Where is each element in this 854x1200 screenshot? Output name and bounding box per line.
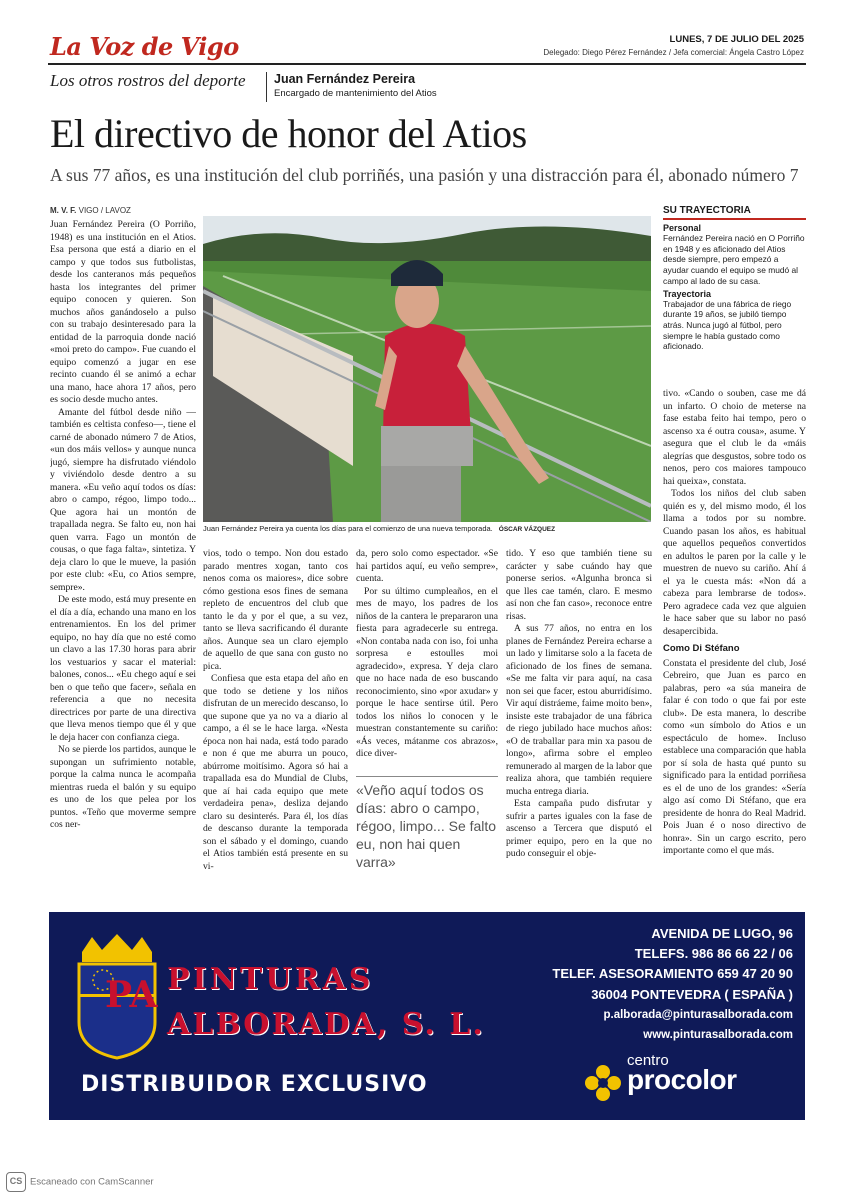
ad-phone2: TELEF. ASESORAMIENTO 659 47 20 90 xyxy=(552,966,793,981)
paragraph: A sus 77 años, no entra en los planes de Fernández Pereira echarse a un lado y limitarse solo a la faceta de aficionado de los fines de semana. «Se me falta vir para aquí, na casa non sei que facer, estou aburridísimo. Vir aquí distráeme, faime moito ben», insiste este trabajador de una fábrica de riego jubilado hace muchos años: «O de traballar para min xa pasou de longo», afirma sobre el empleo remunerado al margen de la labor que realiza ahora, que también requiere mucha entrega diaria. xyxy=(506,623,652,797)
byline-place: VIGO / LAVOZ xyxy=(78,206,131,215)
ad-procolor: procolor xyxy=(627,1064,737,1095)
paragraph: tido. Y eso que también tiene su carácter y sabe cuándo hay que ponerse serios. «Algunha bronca si que lles cae tamén, claro. E mesmo así non che fan caso», reconoce entre risas. xyxy=(506,548,652,622)
ad-tagline: DISTRIBUIDOR EXCLUSIVO xyxy=(81,1072,428,1097)
article-photo xyxy=(203,216,651,522)
headline: El directivo de honor del Atios xyxy=(50,111,527,156)
ad-brand-line1: PINTURAS xyxy=(167,962,374,997)
subsection-title: Como Di Stéfano xyxy=(663,643,740,654)
person-role: Encargado de mantenimiento del Atios xyxy=(274,88,437,99)
scanner-watermark xyxy=(6,1172,154,1192)
paragraph: Todos los niños del club saben quién es y, del mismo modo, él los llama a todos por su nombre. Cuando pasan los años, es habitual que aquellos pequeños convertidos en adultos le paren por la calle y le muestren de nuevo su cariño. Ahí á el ya le cuesta más: «Non dá a cabeza para lembrarse de todos». Pero agradece cada vez que alguien le hace saber que su labor no pasó desapercibida. xyxy=(663,488,806,637)
article-column-3 xyxy=(356,548,498,770)
ad-brand-line2: ALBORADA, S. L. xyxy=(167,1007,485,1042)
ad-centro: centro xyxy=(627,1052,669,1069)
scanner-text: Escaneado con CamScanner xyxy=(30,1176,154,1188)
article-column-2 xyxy=(203,548,348,883)
subheadline: A sus 77 años, es una institución del club porriñés, una pasión y una distracción para él, abonado número 7 xyxy=(50,165,799,185)
paragraph: tivo. «Cando o souben, case me dá un infarto. O choio de meterse na fase estaba feito hai tempo, pero o ascenso xa é outra cousa», asume. Y asegura que el club le da «máis alegrías que desgustos, sobre todo os nenos, pero cos maiores tampouco hai queixa», constata. xyxy=(663,388,806,487)
paragraph: Esta campaña pudo disfrutar y sufrir a partes iguales con la fase de ascenso a Tercera que disputó el primer equipo, pero en la que no pudo conseguir el obje- xyxy=(506,798,652,859)
advertisement[interactable] xyxy=(49,912,805,1120)
ad-address: AVENIDA DE LUGO, 96 xyxy=(651,926,793,941)
pull-quote: «Veño aquí todos os días: abro o campo, régoo, limpo... Se falto eu, non hai quen varra» xyxy=(356,776,498,871)
person-name: Juan Fernández Pereira xyxy=(274,72,416,86)
byline xyxy=(50,206,131,215)
caption-text: Juan Fernández Pereira ya cuenta los días para el comienzo de una nueva temporada. xyxy=(203,524,493,533)
ad-monogram: PA xyxy=(105,974,158,1016)
paragraph: De este modo, está muy presente en el día a día, echando una mano en los entrenamientos. En los del primer equipo, no hay día que no esté como un clavo a las 17.30 horas para abrir los vestuarios y sacar el material: balones, conos... «Eu chego aquí e sei ben o que teño que facer», señala en referencia a que no necesita directrices por parte de una directiva que lleva menos tiempo que él y que le deja hacer con confianza ciega. xyxy=(50,594,196,743)
flower-logo-icon xyxy=(584,1064,622,1102)
ad-phone: TELEFS. 986 86 66 22 / 06 xyxy=(634,946,793,961)
sidebar-box xyxy=(663,205,806,352)
paragraph: da, pero solo como espectador. «Se hai partidos aquí, eu veño sempre», cuenta. xyxy=(356,548,498,584)
sidebar-heading: Trayectoria xyxy=(663,288,712,299)
camscanner-icon: CS xyxy=(6,1172,26,1192)
paragraph: Juan Fernández Pereira (O Porriño, 1948) es una institución en el Atios. Esa persona que está a diario en el campo y que todos sus futbolistas, desde los canteranos más pequeños hasta los integrantes del primer equipo conocen y quieren. Son muchos años ganándoselo a pulso con su trabajo desinteresado para la entidad de la parroquia donde nació «moi preto do campo». Fue cuando el equipo comenzó a jugar en ese recinto cuando él se animó a echar una mano, hace ahora 17 años, pero es socio desde mucho antes. xyxy=(50,219,196,405)
byline-author: M. V. F. xyxy=(50,206,77,215)
article-column-1 xyxy=(50,219,196,883)
staff-credits: Delegado: Diego Pérez Fernández / Jefa comercial: Ángela Castro López xyxy=(543,48,804,57)
paragraph: Por su último cumpleaños, en el mes de mayo, los padres de los niños de la cantera le prepararon una fiesta para agradecerle su entrega. «Non contaba nada con iso, foi unha sorpresa e estoulles moi agradecido», expresa. Y deja claro que no hace nada de eso buscando reconocimiento, sino «por axudar» y porque le hace sentirse útil. Pero todos los niños lo conocen y le muestran constantemente su cariño: «Ás veces, mátanme cos abrazos», dice diver- xyxy=(356,585,498,759)
paragraph: No se pierde los partidos, aunque le supongan un sufrimiento notable, porque la calma nunca le acompaña mientras rueda el balón y su equipo es uno de los que pelea por los puntos. «Teño que moverme sempre cos ner- xyxy=(50,744,196,830)
section-divider xyxy=(266,72,267,102)
article-column-4 xyxy=(506,548,652,883)
issue-date: LUNES, 7 DE JULIO DEL 2025 xyxy=(669,34,804,45)
sidebar-text: Trabajador de una fábrica de riego durante 19 años, se jubiló tiempo atrás. Nunca jugó al fútbol, pero siempre le había gustado como aficionado. xyxy=(663,298,792,352)
section-title: Los otros rostros del deporte xyxy=(50,71,246,90)
top-rule xyxy=(48,63,806,65)
paragraph: vios, todo o tempo. Non dou estado parado mentres xogan, tanto cos nenos coma os maiores», dice sobre cómo gestiona esos fines de semana repleto de encuentros del club que tanto le da y por el que, a su vez, tanto se lleva sacrificando él durante años. Aunque sea un claro ejemplo de aquello de que sana con gusto no pica. xyxy=(203,548,348,672)
sidebar-text: Fernández Pereira nació en O Porriño en 1948 y es aficionado del Atios desde siempre, pero empezó a ayudar cuando el equipo se mudó al campo al lado de su casa. xyxy=(663,233,805,286)
photo-illustration xyxy=(203,216,651,522)
sidebar-title: SU TRAYECTORIA xyxy=(663,205,806,220)
paragraph: Constata el presidente del club, José Cebreiro, que Juan es parco en palabras, pero «a súa maneira de falar é con todo o que fai por este club». De esta manera, lo describe como «un símbolo do Atios e un espectáculo de home». Incluso establece una comparación que habla por sí sola de hasta qué punto su significado para la entidad porriñesa es el de uno de los grandes: «Sería algo así como Di Stéfano, que era presidente de honra do Real Madrid. Pois Juan é o noso directivo de honra». Sin un cargo escrito, pero importante como el que más. xyxy=(663,657,806,856)
ad-email[interactable]: p.alborada@pinturasalborada.com xyxy=(603,1009,793,1021)
sidebar-heading: Personal xyxy=(663,223,702,233)
ad-city: 36004 PONTEVEDRA ( ESPAÑA ) xyxy=(591,987,793,1002)
masthead-logo: La Voz de Vigo xyxy=(50,32,239,61)
paragraph: Confiesa que esta etapa del año en que todo se detiene y los niños disfrutan de un merecido descanso, lo que supone que ya no va a diario al campo, a él se le hace larga. «Nesta época non hai nada, está todo parado e non é que me aburra un pouco, abúrrome moitísimo. Agora só hai a trapallada esa do Mundial de Clubs, que aí hai cada equipo que mete verdadeira pena», desliza dejando claro su desinterés. Para él, los días de descanso durante la temporada son el sábado y el domingo, cuando el Atios también está presente en su vi- xyxy=(203,673,348,872)
article-column-5 xyxy=(663,388,806,883)
photo-credit: ÓSCAR VÁZQUEZ xyxy=(498,526,556,533)
paragraph: Amante del fútbol desde niño —también es celtista confeso—, tiene el carné de abonado número 7 de Atios, «un dos máis vellos» y aunque nunca jugó, siempre ha disfrutado viéndolo y viviéndolo desde dentro a su manera. «Eu veño aquí todos os días: abro o campo, régoo, limpo todo... Que agora hai un montón de trapallada negra. Se falto eu, non hai quen varra. Fago un montón de cousas, o que faga falta», sintetiza. Y deja claro lo que le mueve, la pasión por este club: «Eu, co Atios sempre, sempre». xyxy=(50,406,196,593)
photo-caption xyxy=(203,524,651,533)
ad-web[interactable]: www.pinturasalborada.com xyxy=(643,1029,793,1041)
